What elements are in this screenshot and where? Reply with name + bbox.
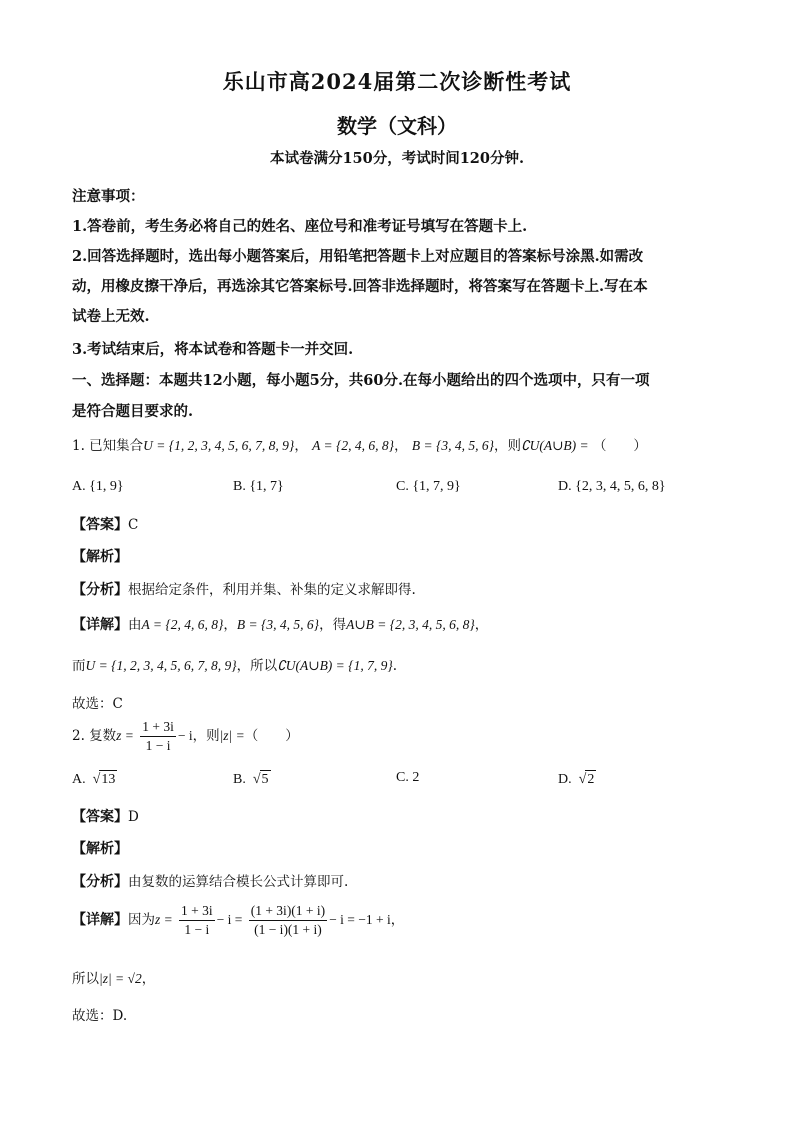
exam-info: 本试卷满分150分，考试时间120分钟.	[269, 150, 525, 167]
q2-so: 所以|z| = √2，	[72, 971, 156, 987]
q2-fenxi: 【分析】由复数的运算结合模长公式计算即可.	[72, 874, 349, 890]
q2-answer: 【答案】D	[72, 809, 139, 825]
note-2-line-3: 试卷上无效.	[72, 308, 150, 325]
q1-detail: 【详解】由A = {2, 4, 6, 8}，B = {3, 4, 5, 6}，得A∪B = {2, 3, 4, 5, 6, 8}，	[72, 617, 489, 633]
section-heading-line-2: 是符合题目要求的.	[72, 403, 194, 420]
q2-stem: 2. 复数z = $\frac{1 + 3i}{1 - i}$ − i，则|z| =（ ）	[72, 719, 299, 753]
q1-analysis-label: 【解析】	[72, 549, 128, 565]
q1-option-b: B. {1, 7}	[233, 479, 284, 494]
q2-final: 故选：D.	[72, 1008, 128, 1024]
q2-option-c: C. 2	[396, 770, 420, 785]
q1-option-a: A. {1, 9}	[72, 479, 124, 494]
note-1: 1.答卷前，考生务必将自己的姓名、座位号和准考证号填写在答题卡上.	[72, 218, 528, 235]
note-2-line-2: 动，用橡皮擦干净后，再选涂其它答案标号.回答非选择题时，将答案写在答题卡上.写在本	[72, 278, 648, 295]
q1-fenxi: 【分析】根据给定条件，利用并集、补集的定义求解即得.	[72, 582, 416, 598]
q1-option-d: D. {2, 3, 4, 5, 6, 8}	[558, 479, 666, 494]
note-3: 3.考试结束后，将本试卷和答题卡一并交回.	[72, 341, 354, 358]
q1-complement: ∁U(A∪B) =	[521, 438, 589, 453]
q1-stem: 1. 已知集合U = {1, 2, 3, 4, 5, 6, 7, 8, 9}， A = {2, 4, 6, 8}， B = {3, 4, 5, 6}，则∁U(A∪B) = （ ）	[72, 438, 647, 454]
q2-option-b: B. √5	[233, 772, 269, 787]
q1-set-a: A = {2, 4, 6, 8}	[312, 438, 395, 453]
q1-detail-line-2: 而U = {1, 2, 3, 4, 5, 6, 7, 8, 9}，所以∁U(A∪B) = {1, 7, 9}.	[72, 658, 398, 674]
q1-option-c: C. {1, 7, 9}	[396, 479, 461, 494]
q1-set-u: U = {1, 2, 3, 4, 5, 6, 7, 8, 9}	[143, 438, 295, 453]
q2-option-a: A. √13	[72, 772, 116, 787]
exam-subject: 数学（文科）	[337, 114, 457, 138]
q2-fraction: $\frac{1 + 3i}{1 - i}$	[142, 719, 174, 753]
note-2-line-1: 2.回答选择题时，选出每小题答案后，用铅笔把答题卡上对应题目的答案标号涂黑.如需改	[72, 248, 644, 265]
q1-answer: 【答案】C	[72, 517, 139, 533]
q1-final: 故选：C	[72, 696, 123, 712]
q1-set-b: B = {3, 4, 5, 6}	[411, 438, 495, 453]
q2-analysis-label: 【解析】	[72, 841, 128, 857]
notes-heading: 注意事项：	[72, 188, 145, 205]
exam-title: 乐山市高2024届第二次诊断性考试	[222, 69, 572, 94]
section-heading-line-1: 一、选择题：本题共12小题，每小题5分，共60分.在每小题给出的四个选项中，只有一项	[72, 372, 650, 389]
q2-option-d: D. √2	[558, 772, 595, 787]
q2-detail: 【详解】因为z = $\frac{1 + 3i}{1 - i}$ − i = $\frac{(1 + 3i)(1 + i)}{(1 - i)(1 + i)}$ − i = −1 + i，	[72, 903, 405, 937]
